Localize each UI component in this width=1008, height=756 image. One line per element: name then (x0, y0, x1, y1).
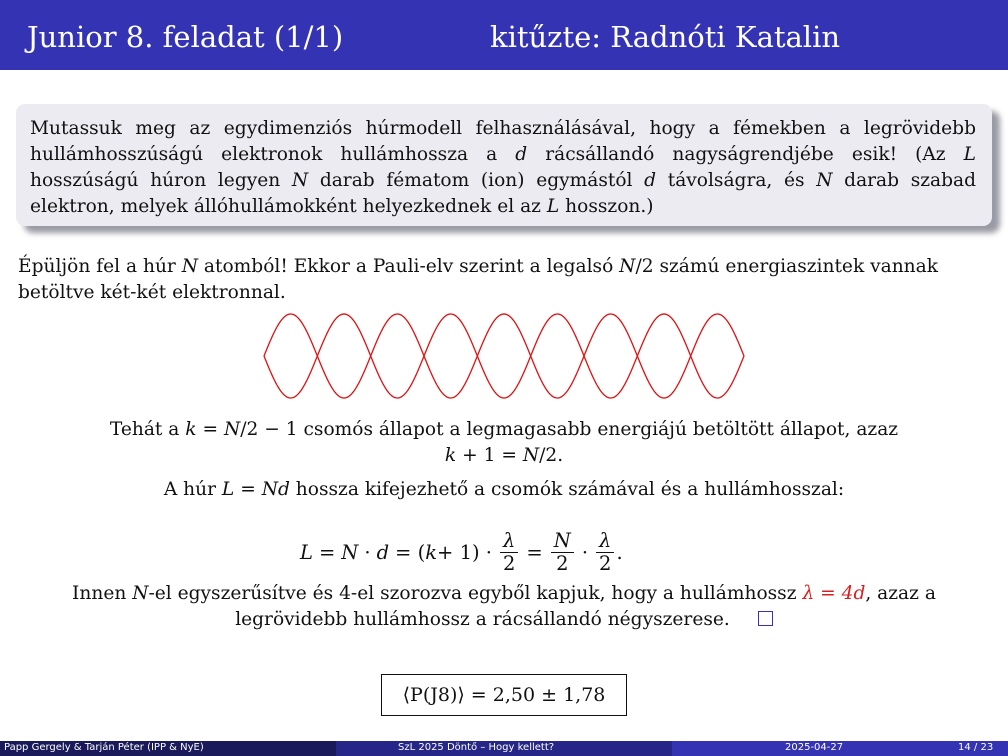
fraction-N-over-2: $\frac{N}{2}$ (551, 530, 574, 575)
solution-paragraph-5: Innen N-el egyszerűsítve és 4-el szorozva egyből kapjuk, hogy a hullámhossz λ = 4d, azaz a (72, 583, 936, 604)
score-result-box (381, 674, 627, 716)
footer-authors: Papp Gergely & Tarján Péter (IPP & NyE) (4, 742, 204, 753)
wave-curve-upper (264, 314, 744, 398)
length-equation: L = N · d = ( k + 1) · $\frac{\lambda}{2}$ = $\frac{N}{2}$ · $\frac{\lambda}{2}$ . (300, 529, 623, 575)
solution-paragraph-3: k + 1 = N/2. (444, 445, 564, 466)
slide-title: Junior 8. feladat (1/1) (27, 20, 344, 54)
fraction-lambda-over-2-b: $\frac{\lambda}{2}$ (596, 530, 614, 575)
standing-wave-figure (262, 310, 746, 402)
title-bar (0, 0, 1008, 70)
solution-paragraph-1: Épüljön fel a húr N atomból! Ekkor a Pauli-elv szerint a legalsó N/2 számú energiaszintek vannak betöltve két-két elektronnal. (18, 256, 939, 303)
problem-author: kitűzte: Radnóti Katalin (490, 20, 841, 54)
lambda-result: λ = 4d (802, 583, 866, 604)
problem-statement: Mutassuk meg az egydimenziós húrmodell felhasználásával, hogy a fémekben a legrövidebb hullámhosszúságú elektronok hullámhossza a d rácsállandó nagyságrendjébe esik! (Az L hosszúságú húron legyen N darab fématom (ion) egymástól d távolságra, és N darab szabad elektron, melyek állóhullámokként helyezkednek el az L hosszon.) (30, 118, 977, 217)
problem-box (16, 104, 992, 226)
footer-bar (0, 741, 1008, 756)
fraction-lambda-over-2: $\frac{\lambda}{2}$ (500, 530, 518, 575)
solution-paragraph-2: Tehát a k = N/2 − 1 csomós állapot a legmagasabb energiájú betöltött állapot, azaz (109, 419, 899, 440)
qed-square-icon (758, 611, 773, 626)
footer-date: 2025-04-27 (785, 742, 844, 753)
footer-page-number: 14 / 23 (958, 742, 994, 753)
wave-curve-lower (264, 314, 744, 398)
solution-paragraph-6: legrövidebb hullámhossz a rácsállandó négyszerese. (0, 607, 1008, 633)
score-result: ⟨P(J8)⟩ = 2,50 ± 1,78 (402, 684, 606, 706)
solution-paragraph-4: A húr L = Nd hossza kifejezhető a csomók számával és a hullámhosszal: (163, 479, 845, 500)
footer-event: SzL 2025 Döntő – Hogy kellett? (398, 742, 555, 753)
